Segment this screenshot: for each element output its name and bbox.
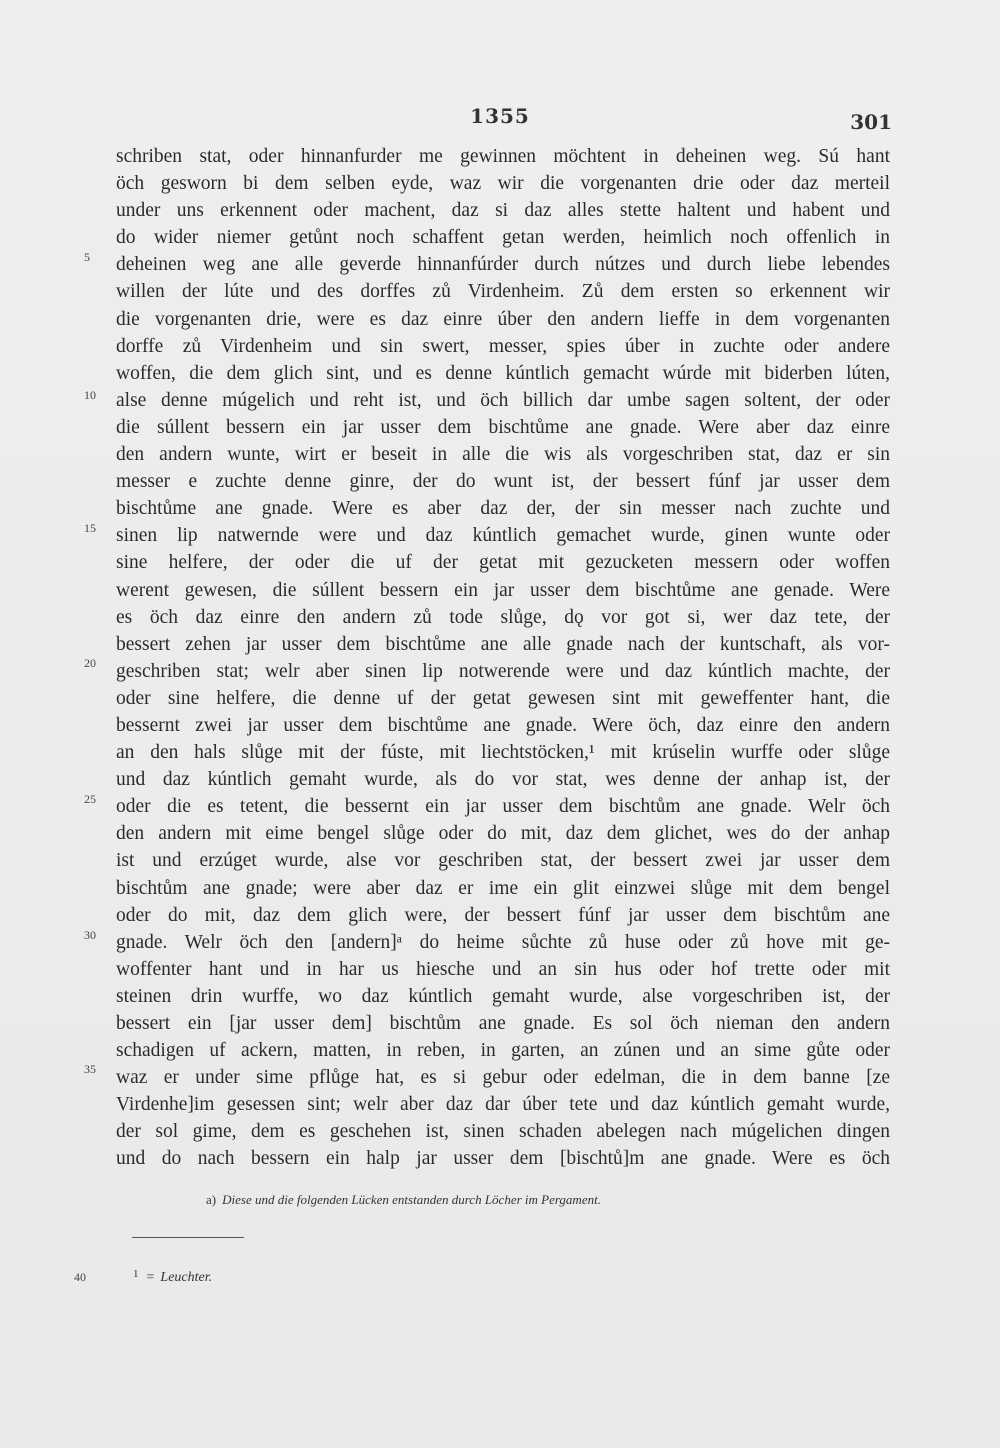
text-line: werent gewesen, die súllent bessern ein jar usser dem bischtůme ane genade. Were	[116, 579, 890, 601]
footnote-a	[206, 1192, 726, 1208]
footnote-a-text: Diese und die folgenden Lücken entstanden durch Löcher im Pergament.	[222, 1192, 601, 1207]
text-line: an den hals slůge mit der fúste, mit liechtstöcken,¹ mit krúselin wurffe oder slůge	[116, 742, 890, 764]
margin-line-number: 10	[84, 388, 96, 402]
text-line: geschriben stat; welr aber sinen lip notwerende were und daz kúntlich machte, der	[116, 660, 890, 682]
text-line: oder die es tetent, die bessernt ein jar usser dem bischtům ane gnade. Welr öch	[116, 796, 890, 818]
text-line: es öch daz einre den andern zů tode slůge, dǫ vor got si, wer daz tete, der	[116, 606, 890, 628]
text-line: deheinen weg ane alle geverde hinnanfúrder durch nútzes und durch liebe lebendes	[116, 254, 890, 276]
text-line: steinen drin wurffe, wo daz kúntlich gemaht wurde, alse vorgeschriben ist, der	[116, 985, 890, 1007]
text-line: bischtům ane gnade; were aber daz er ime ein glit einzwei slůge mit dem bengel	[116, 877, 890, 899]
text-line: messer e zuchte denne ginre, der do wunt ist, der bessert fúnf jar usser dem	[116, 471, 890, 493]
text-line: ist und erzúget wurde, alse vor geschriben stat, der bessert zwei jar usser dem	[116, 850, 890, 872]
body-text	[116, 143, 890, 1173]
text-line: und daz kúntlich gemaht wurde, als do vor stat, wes denne der anhap ist, der	[116, 769, 890, 791]
text-line: Virdenhe]im gesessen sint; welr aber daz dar úber tete und daz kúntlich gemaht wurde,	[116, 1094, 890, 1116]
text-line: den andern wunte, wirt er beseit in alle die wis als vorgeschriben stat, daz er sin	[116, 444, 890, 466]
margin-line-number: 20	[84, 656, 96, 670]
text-line: dorffe zů Virdenheim und sin swert, messer, spies úber in zuchte oder andere	[116, 335, 890, 357]
text-line: schriben stat, oder hinnanfurder me gewinnen möchtent in deheinen weg. Sú hant	[116, 146, 890, 167]
text-line: die vorgenanten drie, were es daz einre úber den andern lieffe in dem vorgenanten	[116, 308, 890, 330]
margin-line-number: 40	[74, 1270, 86, 1284]
text-line: do wider niemer getůnt noch schaffent getan werden, heimlich noch offenlich in	[116, 227, 890, 249]
text-line: woffenter hant und in har us hiesche und an sin hus oder hof trette oder mit	[116, 958, 890, 980]
footnote-1-text: Leuchter.	[160, 1270, 213, 1285]
text-line: den andern mit eime bengel slůge oder do mit, daz dem glichet, wes do der anhap	[116, 823, 890, 845]
text-line: sine helfere, der oder die uf der getat mit gezucketen messern oder woffen	[116, 552, 890, 574]
text-line: die súllent bessern ein jar usser dem bischtůme ane gnade. Were aber daz einre	[116, 416, 890, 438]
margin-line-number: 5	[84, 250, 90, 264]
text-line: gnade. Welr öch den [andern]ᵃ do heime sůchte zů huse oder zů hove mit ge-	[116, 931, 890, 953]
margin-line-number: 25	[84, 792, 96, 806]
page-year-heading: 1355	[470, 104, 530, 128]
footnote-1	[133, 1268, 212, 1286]
text-line: under uns erkennent oder machent, daz si daz alles stette haltent und habent und	[116, 200, 890, 222]
footnote-1-equals: =	[146, 1270, 155, 1285]
text-line: alse denne múgelich und reht ist, und öch billich dar umbe sagen soltent, der oder	[116, 389, 890, 411]
text-line: bessert zehen jar usser dem bischtůme ane alle gnade nach der kuntschaft, als vor-	[116, 633, 890, 655]
margin-line-number: 35	[84, 1062, 96, 1076]
text-line: bessernt zwei jar usser dem bischtůme ane gnade. Were öch, daz einre den andern	[116, 714, 890, 736]
text-line: sinen lip natwernde were und daz kúntlich gemachet wurde, ginen wunte oder	[116, 525, 890, 547]
text-line: waz er under sime pflůge hat, es si gebur oder edelman, die in dem banne [ze	[116, 1067, 890, 1089]
footnote-1-mark: 1	[133, 1268, 139, 1280]
text-line: willen der lúte und des dorffes zů Virdenheim. Zů dem ersten so erkennent wir	[116, 281, 890, 303]
text-line: oder do mit, daz dem glich were, der bessert fúnf jar usser dem bischtům ane	[116, 904, 890, 926]
footnote-a-mark: a)	[206, 1192, 217, 1207]
text-line: bischtůme ane gnade. Were es aber daz der, der sin messer nach zuchte und	[116, 498, 890, 520]
text-line: schadigen uf ackern, matten, in reben, in garten, an zúnen und an sime gůte oder	[116, 1040, 890, 1062]
text-line: öch gesworn bi dem selben eyde, waz wir die vorgenanten drie oder daz merteil	[116, 173, 890, 195]
text-line: oder sine helfere, die denne uf der getat gewesen sint mit geweffenter hant, die	[116, 687, 890, 709]
margin-line-number: 30	[84, 928, 96, 942]
text-line: der sol gime, dem es geschehen ist, sinen schaden abelegen nach múgelichen dingen	[116, 1121, 890, 1143]
footnote-divider	[132, 1237, 244, 1238]
text-line: und do nach bessern ein halp jar usser dem [bischtů]m ane gnade. Were es öch	[116, 1148, 890, 1170]
text-line: woffen, die dem glich sint, und es denne kúntlich gemacht wúrde mit biderben lúten,	[116, 362, 890, 384]
margin-line-number: 15	[84, 521, 96, 535]
text-line: bessert ein [jar usser dem] bischtům ane gnade. Es sol öch nieman den andern	[116, 1013, 890, 1034]
page-number: 301	[850, 110, 892, 134]
